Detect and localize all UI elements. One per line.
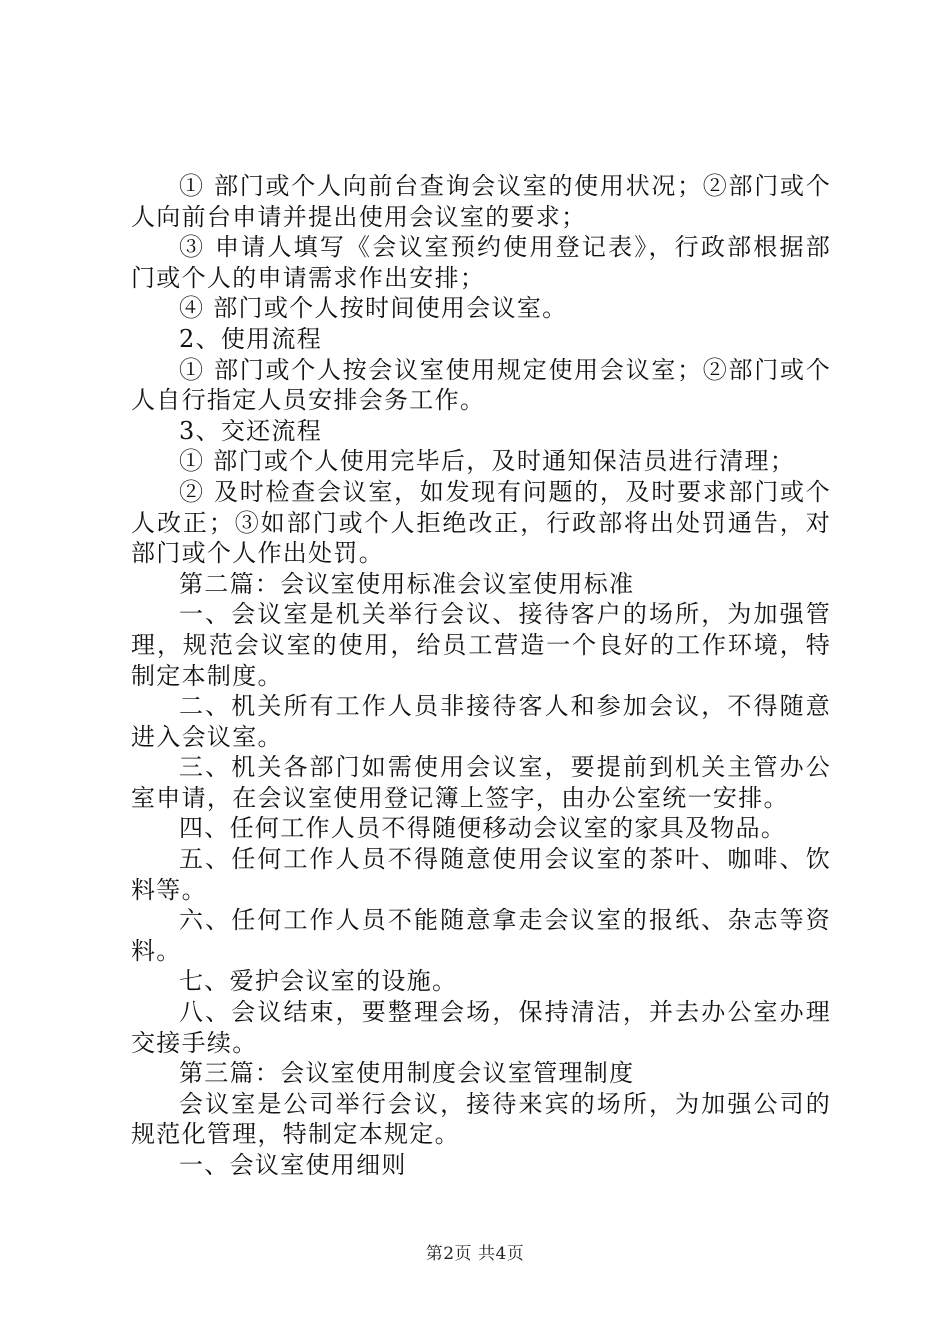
chapter-heading: 第三篇：会议室使用制度会议室管理制度 <box>179 1059 635 1088</box>
paragraph: 会议室是公司举行会议，接待来宾的场所，为加强公司的规范化管理，特制定本规定。 <box>131 1089 831 1149</box>
paragraph: 二、机关所有工作人员非接待客人和参加会议，不得随意进入会议室。 <box>131 692 831 751</box>
paragraph: 七、爱护会议室的设施。 <box>179 967 458 996</box>
section-heading: 3、交还流程 <box>179 416 323 445</box>
section-heading: 一、会议室使用细则 <box>179 1151 407 1179</box>
paragraph: 三、机关各部门如需使用会议室，要提前到机关主管办公室申请，在会议室使用登记簿上签字，由办公室统一安排。 <box>131 753 831 812</box>
paragraph: ① 部门或个人按会议室使用规定使用会议室；②部门或个人自行指定人员安排会务工作。 <box>131 355 831 415</box>
chapter-heading: 第二篇：会议室使用标准会议室使用标准 <box>179 569 635 598</box>
paragraph: 八、会议结束，要整理会场，保持清洁，并去办公室办理交接手续。 <box>131 998 831 1057</box>
paragraph: ② 及时检查会议室，如发现有问题的，及时要求部门或个人改正；③如部门或个人拒绝改正，行政部将出处罚通告，对部门或个人作出处罚。 <box>131 477 831 568</box>
paragraph: 六、任何工作人员不能随意拿走会议室的报纸、杂志等资料。 <box>131 906 831 965</box>
document-body <box>131 171 831 1181</box>
section-heading: 2、使用流程 <box>179 324 323 353</box>
paragraph: ④ 部门或个人按时间使用会议室。 <box>179 294 568 323</box>
paragraph: 一、会议室是机关举行会议、接待客户的场所，为加强管理，规范会议室的使用，给员工营造一个良好的工作环境，特制定本制度。 <box>131 600 831 690</box>
paragraph: ① 部门或个人向前台查询会议室的使用状况；②部门或个人向前台申请并提出使用会议室的要求； <box>131 172 831 231</box>
paragraph: 五、任何工作人员不得随意使用会议室的茶叶、咖啡、饮料等。 <box>131 845 831 904</box>
paragraph: 四、任何工作人员不得随便移动会议室的家具及物品。 <box>179 814 787 843</box>
paragraph: ③ 申请人填写《会议室预约使用登记表》，行政部根据部门或个人的申请需求作出安排； <box>131 233 831 292</box>
page-footer: 第2页 共4页 <box>425 1244 525 1264</box>
paragraph: ① 部门或个人使用完毕后，及时通知保洁员进行清理； <box>179 447 796 476</box>
